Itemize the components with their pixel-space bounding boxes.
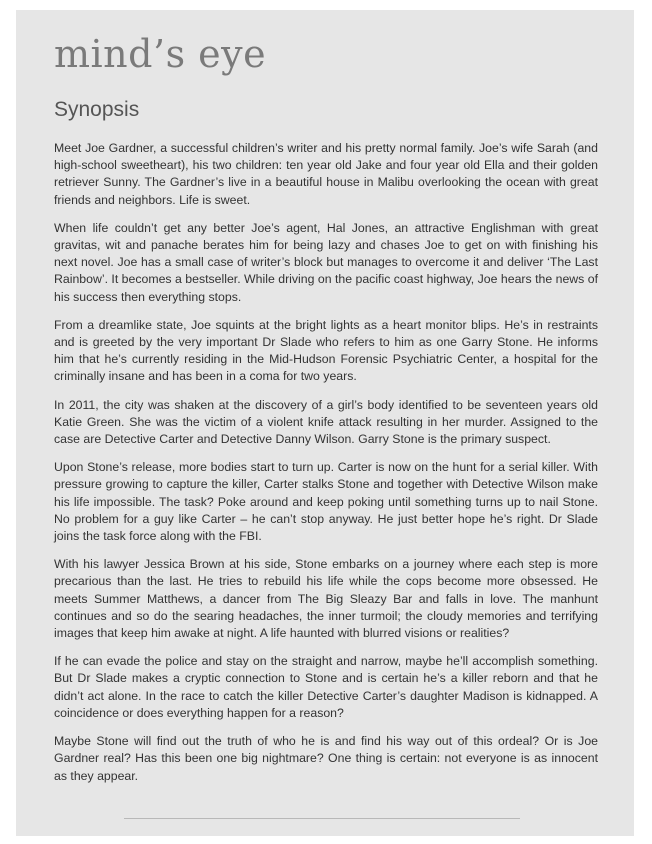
document-title: mind’s eye [54,32,267,76]
synopsis-body [54,140,598,785]
paragraph: If he can evade the police and stay on the straight and narrow, maybe he’ll accomplish something. But Dr Slade makes a cryptic connection to Stone and is certain he’s a killer reborn and that he didn’t act alone. In the race to catch the killer Detective Carter’s daughter Madison is kidnapped. A coincidence or does everything happen for a reason? [54,654,598,720]
document-page [16,10,634,836]
paragraph: Upon Stone’s release, more bodies start to turn up. Carter is now on the hunt for a serial killer. With pressure growing to capture the killer, Carter stalks Stone and together with Detective Wilson make his life impossible. The task? Poke around and keep poking until something turns up to nail Stone. No problem for a guy like Carter – he can’t stop anyway. He just better hope he’s right. Dr Slade joins the task force along with the FBI. [54,460,598,544]
paragraph: When life couldn’t get any better Joe’s agent, Hal Jones, an attractive Englishman with great gravitas, wit and panache berates him for being lazy and chases Joe to get on with finishing his next novel. Joe has a small case of writer’s block but manages to overcome it and deliver ‘The Last Rainbow’. It becomes a bestseller. While driving on the pacific coast highway, Joe hears the news of his success then everything stops. [54,220,598,304]
paragraph: In 2011, the city was shaken at the discovery of a girl’s body identified to be seventeen years old Katie Green. She was the victim of a violent knife attack resulting in her murder. Assigned to the case are Detective Carter and Detective Danny Wilson. Garry Stone is the primary suspect. [54,397,598,447]
paragraph: From a dreamlike state, Joe squints at the bright lights as a heart monitor blips. He’s in restraints and is greeted by the very important Dr Slade who refers to him as one Garry Stone. He informs him that he’s currently residing in the Mid-Hudson Forensic Psychiatric Center, a hospital for the criminally insane and has been in a coma for two years. [54,317,598,384]
paragraph: Maybe Stone will find out the truth of who he is and find his way out of this ordeal? Or is Joe Gardner real? Has this been one big nightmare? One thing is certain: not everyone is as innocent as they appear. [54,734,598,783]
section-heading: Synopsis [54,98,140,121]
paragraph: With his lawyer Jessica Brown at his side, Stone embarks on a journey where each step is more precarious than the last. He tries to rebuild his life while the cops become more obsessed. He meets Summer Matthews, a dancer from The Big Sleazy Bar and falls in love. The manhunt continues and so do the searing headaches, the inner turmoil; the cloudy memories and terrifying images that keep him awake at night. A life haunted with blurred visions or realities? [54,557,598,641]
footer-divider [124,818,520,819]
paragraph: Meet Joe Gardner, a successful children’s writer and his pretty normal family. Joe’s wife Sarah (and high-school sweetheart), his two children: ten year old Jake and four year old Ella and their golden retriever Sunny. The Gardner’s live in a beautiful house in Malibu overlooking the ocean with great friends and neighbors. Life is sweet. [54,141,598,207]
